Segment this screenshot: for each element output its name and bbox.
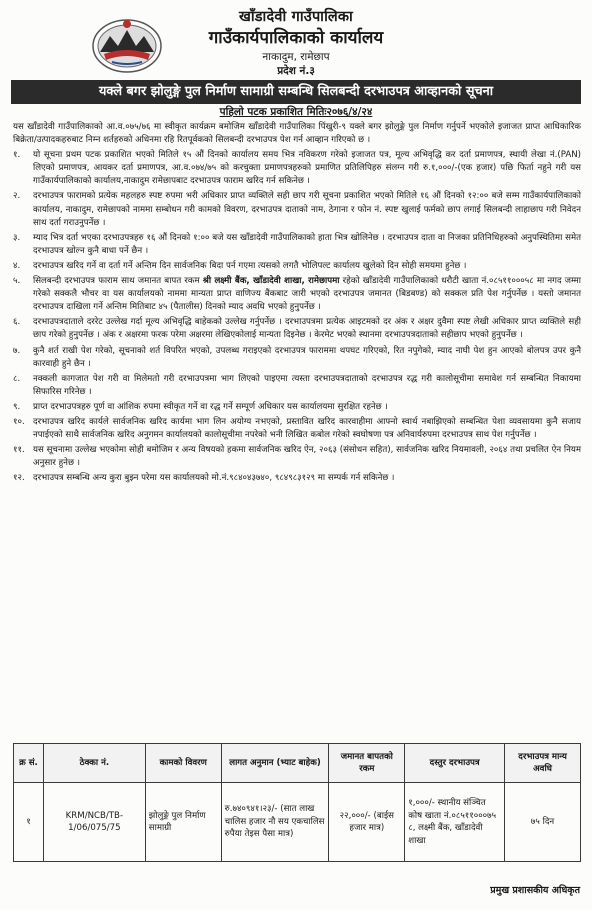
item-number: १२.	[13, 473, 25, 484]
item-text: दरभाउपत्र सम्बन्धि अन्य कुरा बुझ्न परेमा यस कार्यालयको मो.नं.९८४०४३७४०, ९८४९८३१२९ मा सम्पर्क गर्न सकिनेछ ।	[33, 473, 395, 484]
condition-item	[13, 444, 581, 470]
condition-item	[13, 472, 581, 485]
cell-description: झोलुङ्गे पुल निर्माण सामाग्री	[145, 783, 221, 862]
table-header-row	[14, 744, 581, 783]
condition-item	[13, 190, 581, 229]
item-text: दरभाउपत्र खरिद गर्ने वा दर्ता गर्ने अन्तिम दिन सार्वजनिक बिदा पर्न गएमा त्यसको लगतै भोलिपल्ट कार्यालय खुलेको दिन सोही समयमा हुनेछ ।	[33, 260, 467, 271]
item-text-part: सिलबन्दी दरभाउपत्र फाराम साथ जमानत बापत रकम	[33, 276, 203, 287]
office-address: नाकादुम, रामेछाप	[262, 51, 330, 63]
municipality-name: खाँडादेवी गाउँपालिका	[238, 9, 354, 25]
bank-name: श्री लक्ष्मी बैंक, खाँडादेवी शाखा, रामेछापमा	[202, 276, 340, 287]
cell-cost-estimate: रु.७४०९४१।२३/- (सात लाख चालिस हजार नौ सय एकचालिस रुपैया तेइस पैसा मात्र)	[221, 783, 329, 862]
header-validity: दरभाउपत्र मान्य अवधि	[505, 744, 581, 783]
item-text: यस सूचनामा उल्लेख भएकोमा सोही बमोजिम र अन्य विषयको हकमा सार्वजनिक खरिद ऐन, २०६३ (संसोधन सहित), सार्वजनिक खरिद नियमावली, २०६४ तथा प्रचलित ऐन नियम अनुसार हुनेछ ।	[33, 445, 581, 469]
first-published-date: पहिलो पटक प्रकाशित मितिः२०७६/४/२४	[219, 106, 373, 118]
item-text: कुनै शर्त राखी पेश गरेको, सूचनाको शर्त विपरित भएको, उपलब्ध गराइएको दरभाउपत्र फाराममा थपघट गरिएको, रित नपुगेको, म्याद नाघी पेश हुन आएको बोलपत्र उपर कुनै कारवाही हुने छैन ।	[33, 345, 581, 369]
header-deposit: जमानत बापतको रकम	[329, 744, 405, 783]
cell-fee: १,०००/- स्थानीय संञ्चित कोष खाता नं.०८५११०००७५ ८, लक्ष्मी बैंक, खाँडादेवी शाखा	[405, 783, 505, 862]
condition-item	[13, 345, 581, 371]
header-contract-no: ठेक्का नं.	[43, 744, 145, 783]
signatory-title: प्रमुख प्रशासकीय अधिकृत	[490, 885, 580, 896]
item-text: म्याद भित्र दर्ता भएका दरभाउपत्रहरु १६ औं दिनको १:०० बजे यस खाँडादेवी गाउँपालिकाको हाता भित्र खोलिनेछ । दरभाउपत्र दाता वा निजका प्रतिनिधिहरुको अनुपस्थितिमा समेत दरभाउपत्र खोल्न कुनै बाधा पर्ने छैन ।	[33, 232, 581, 256]
condition-item	[13, 149, 581, 188]
item-number: ६.	[13, 317, 21, 328]
item-number: ८.	[13, 373, 21, 384]
condition-item	[13, 401, 581, 414]
item-text: प्राप्त दरभाउपत्रहरु पूर्ण वा आंशिक रुपमा स्वीकृत गर्ने वा रद्ध गर्ने सम्पूर्ण अधिकार यस कार्यालयमा सुरक्षित रहनेछ ।	[33, 401, 388, 412]
item-number: ७.	[13, 345, 21, 356]
item-text: यो सूचना प्रथम पटक प्रकाशित भएको मितिले १५ औं दिनको कार्यालय समय भित्र नविकरण गरेको इजाजत पत्र, मूल्य अभिवृद्धि कर दर्ता प्रमाणपत्र, स्थायी लेखा नं.(PAN) लिएको प्रमाणपत्र, आयकर दर्ता प्रमाणपत्र, आ.व.०७४/७५ को करचुक्ता प्रमाणपत्रहरुको प्रमाणित प्रतिलिपिहरु संलग्न गरी रु.१,०००/-(एक हजार) पछि फिर्ता नहुने गरी यस गाउँकार्यपालिकाको कार्यालय,नाकादुम रामेछापबाट दरभाउपत्र फाराम खरिद गर्न सकिनेछ ।	[33, 150, 581, 187]
cell-contract-no: KRM/NCB/TB-1/06/075/75	[43, 783, 145, 862]
header-sn: क्र सं.	[14, 744, 44, 783]
item-number: ११.	[13, 445, 25, 456]
notice-body	[13, 121, 581, 487]
notice-title: यक्ले बगर झोलुङ्गे पुल निर्माण सामाग्री सम्बन्धि सिलबन्दी दरभाउपत्र आव्हानको सूचना	[11, 80, 581, 104]
item-text: दरभाउपत्र फारामको प्रत्येक महलहरु स्पष्ट रुपमा भरी अधिकार प्राप्त व्यक्तिले सही छाप गरी सूचना प्रकाशित भएको मितिले १६ औं दिनको १२:०० बजे सम्म गाउँकार्यपालिकाको कार्यालय, नाकादुम, रामेछापको नाममा सम्बोधन गरी कामको विवरण, दरभाउपत्र दाताको नाम, ठेगाना र फोन नं. स्पष्ट खुलाई फर्मको छाप लगाई सिलबन्दी लाहाछाप गरी निवेदन साथ दर्ता गराउनुपर्नेछ ।	[33, 191, 581, 228]
condition-item	[13, 232, 581, 258]
item-number: ५.	[13, 276, 21, 287]
item-text	[33, 275, 581, 314]
item-text: दरभाउपत्र खरिद कार्यले सार्वजनिक खरिद कार्यमा भाग लिन अयोग्य नभएको, प्रस्तावित खरिद कारवाहीमा आफ्नो स्वार्थ नबाझिएको सम्बन्धित पेशा व्यवसायमा कुनै सजाय नपाईएको साथै सार्वजनिक खरिद अनुगमन कार्यालयको कालोसूचीमा नपरेको भनी लिखित कबोल गरेको स्वघोषणा पत्र अनिवार्यरुपमा दरभाउपत्र साथ पेश गर्नुपर्नेछ ।	[33, 416, 581, 441]
item-number: २.	[13, 191, 21, 202]
condition-item	[13, 275, 581, 314]
cell-validity: ७५ दिन	[505, 783, 581, 862]
item-number: १०.	[13, 416, 25, 427]
notice-intro: यस खाँडादेवी गाउँपालिकाको आ.व.०७५/७६ मा स्वीकृत कार्यक्रम बमोजिम खाँडादेवी गाउँपालिका पिंखुरी-९ यक्ले बगर झोलुङ्गे पुल निर्माण गर्नुपर्ने भएकोले इजाजत प्राप्त आधिकारिक बिक्रेता/उत्पादकहरुबाट निम्न शर्तहरुको अधिनमा रहि रितपूर्वकको सिलबन्दी दरभाउपत्र पेश गर्न आव्हान गरिएको छ ।	[13, 122, 581, 146]
province-number: प्रदेश नं.३	[277, 65, 315, 77]
header-description: कामको विवरण	[145, 744, 221, 783]
header-cost-estimate: लागत अनुमान (भ्याट बाहेक)	[221, 744, 329, 783]
table-row	[14, 783, 581, 862]
item-text-part: रहेको खाँडादेवी गाउँपालिकाको धरौटी खाता नं.०८५११०००५८ मा नगद जम्मा गरेको सक्कलै भौचर वा यस कार्यालयको नाममा मान्यता प्राप्त वाणिज्य बैंकबाट जारी भएको दरभाउपत्र जमानत (बिडबण्ड) को सक्कल प्रति पेश गर्नुपर्नेछ । यस्तो जमानत दरभाउपत्र दाखिला गर्ने अन्तिम मितिबाट ४५ (पैतालीस) दिनको म्याद अवधि भएको हुनुपर्नेछ ।	[33, 276, 581, 313]
item-number: १.	[13, 150, 21, 161]
item-text: नक्कली कागजात पेश गरी वा मिलेमतो गरी दरभाउपत्रमा भाग लिएको पाइएमा त्यस्ता दरभाउपत्रदाताको दरभाउपत्र रद्ध गरी कालोसूचीमा समावेश गर्न सम्बन्धित निकायमा सिफारिस गरिनेछ ।	[33, 373, 581, 397]
tender-table	[13, 743, 581, 862]
cell-sn: १	[14, 783, 44, 862]
item-number: ९.	[13, 401, 21, 412]
header-fee: दस्तुर दरभाउपत्र	[405, 744, 505, 783]
item-number: ४.	[13, 260, 21, 271]
office-name: गाउँकार्यपालिकाको कार्यालय	[208, 28, 384, 48]
item-text: दरभाउपत्रदाताले दररेट उल्लेख गर्दा मूल्य अभिवृद्धि बाहेकको उल्लेख गर्नुपर्नेछ । दरभाउपत्रमा प्रत्येक आइटमको दर अंक र अक्षर दुवैमा स्पष्ट लेखी अधिकार प्राप्त व्यक्तिले सही छाप गरेको हुनुपर्नेछ । अंक र अक्षरमा फरक परेमा अक्षरमा लेखिएकोलाई मान्यता दिइनेछ । केरमेट भएको स्थानमा दरभाउपत्रदाताको सहीछाप भएको हुनुपर्नेछ ।	[33, 317, 581, 341]
condition-item	[13, 260, 581, 273]
condition-item	[13, 316, 581, 342]
cell-deposit: २२,०००/- (बाईस हजार मात्र)	[329, 783, 405, 862]
condition-item	[13, 416, 581, 442]
condition-item	[13, 373, 581, 399]
item-number: ३.	[13, 232, 21, 243]
